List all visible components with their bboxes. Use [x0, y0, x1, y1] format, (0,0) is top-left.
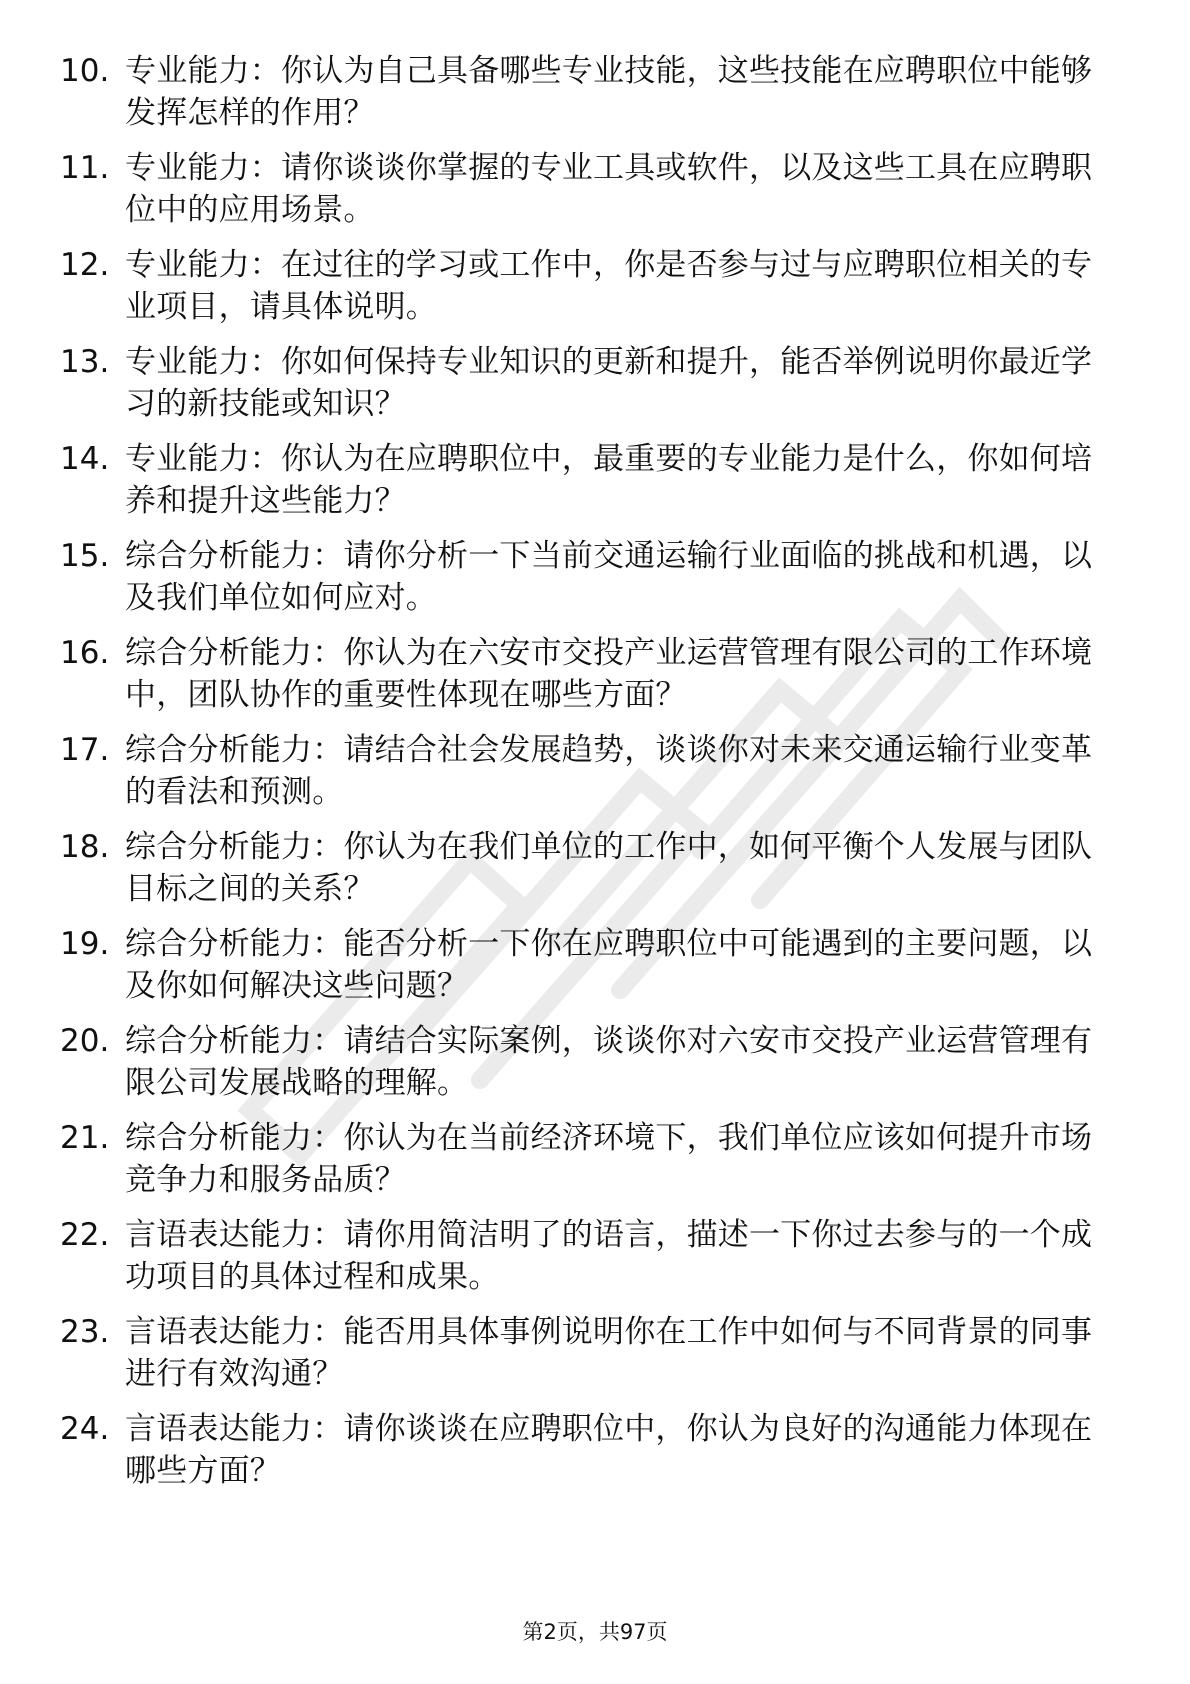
question-number: 20.: [60, 1023, 110, 1059]
question-text: 专业能力：你如何保持专业知识的更新和提升，能否举例说明你最近学习的新技能或知识？: [125, 344, 1093, 422]
question-number: 19.: [60, 926, 110, 962]
question-text: 综合分析能力：能否分析一下你在应聘职位中可能遇到的主要问题，以及你如何解决这些问题？: [125, 926, 1093, 1004]
question-item: [60, 50, 1120, 147]
question-item: [60, 438, 1120, 535]
question-item: [60, 826, 1120, 923]
question-text: 专业能力：你认为在应聘职位中，最重要的专业能力是什么，你如何培养和提升这些能力？: [125, 441, 1093, 519]
question-item: [60, 923, 1120, 1020]
question-number: 24.: [60, 1411, 110, 1447]
question-number: 14.: [60, 441, 110, 477]
question-number: 10.: [60, 53, 110, 89]
question-text: 综合分析能力：请结合实际案例，谈谈你对六安市交投产业运营管理有限公司发展战略的理解。: [125, 1023, 1093, 1101]
question-item: [60, 1117, 1120, 1214]
question-text: 综合分析能力：请你分析一下当前交通运输行业面临的挑战和机遇，以及我们单位如何应对。: [125, 538, 1093, 616]
question-number: 18.: [60, 829, 110, 865]
question-item: [60, 244, 1120, 341]
question-text: 专业能力：请你谈谈你掌握的专业工具或软件，以及这些工具在应聘职位中的应用场景。: [125, 150, 1093, 228]
question-number: 22.: [60, 1217, 110, 1253]
question-item: [60, 147, 1120, 244]
question-item: [60, 535, 1120, 632]
question-text: 专业能力：在过往的学习或工作中，你是否参与过与应聘职位相关的专业项目，请具体说明。: [125, 247, 1093, 325]
question-text: 专业能力：你认为自己具备哪些专业技能，这些技能在应聘职位中能够发挥怎样的作用？: [125, 53, 1093, 131]
question-number: 12.: [60, 247, 110, 283]
question-item: [60, 632, 1120, 729]
question-number: 11.: [60, 150, 110, 186]
question-number: 13.: [60, 344, 110, 380]
question-text: 言语表达能力：请你谈谈在应聘职位中，你认为良好的沟通能力体现在哪些方面？: [125, 1411, 1093, 1489]
question-text: 综合分析能力：请结合社会发展趋势，谈谈你对未来交通运输行业变革的看法和预测。: [125, 732, 1093, 810]
question-text: 综合分析能力：你认为在当前经济环境下，我们单位应该如何提升市场竞争力和服务品质？: [125, 1120, 1093, 1198]
question-text: 综合分析能力：你认为在六安市交投产业运营管理有限公司的工作环境中，团队协作的重要性体现在哪些方面？: [125, 635, 1093, 713]
question-number: 21.: [60, 1120, 110, 1156]
page-number: 第2页，共97页: [522, 1620, 668, 1644]
question-text: 言语表达能力：请你用简洁明了的语言，描述一下你过去参与的一个成功项目的具体过程和成果。: [125, 1217, 1093, 1295]
question-number: 16.: [60, 635, 110, 671]
question-item: [60, 1408, 1120, 1505]
question-number: 23.: [60, 1314, 110, 1350]
question-item: [60, 729, 1120, 826]
question-number: 15.: [60, 538, 110, 574]
question-item: [60, 1020, 1120, 1117]
question-text: 综合分析能力：你认为在我们单位的工作中，如何平衡个人发展与团队目标之间的关系？: [125, 829, 1093, 907]
question-item: [60, 1214, 1120, 1311]
question-number: 17.: [60, 732, 110, 768]
question-text: 言语表达能力：能否用具体事例说明你在工作中如何与不同背景的同事进行有效沟通？: [125, 1314, 1093, 1392]
question-item: [60, 1311, 1120, 1408]
question-list: [60, 50, 1120, 1505]
question-item: [60, 341, 1120, 438]
